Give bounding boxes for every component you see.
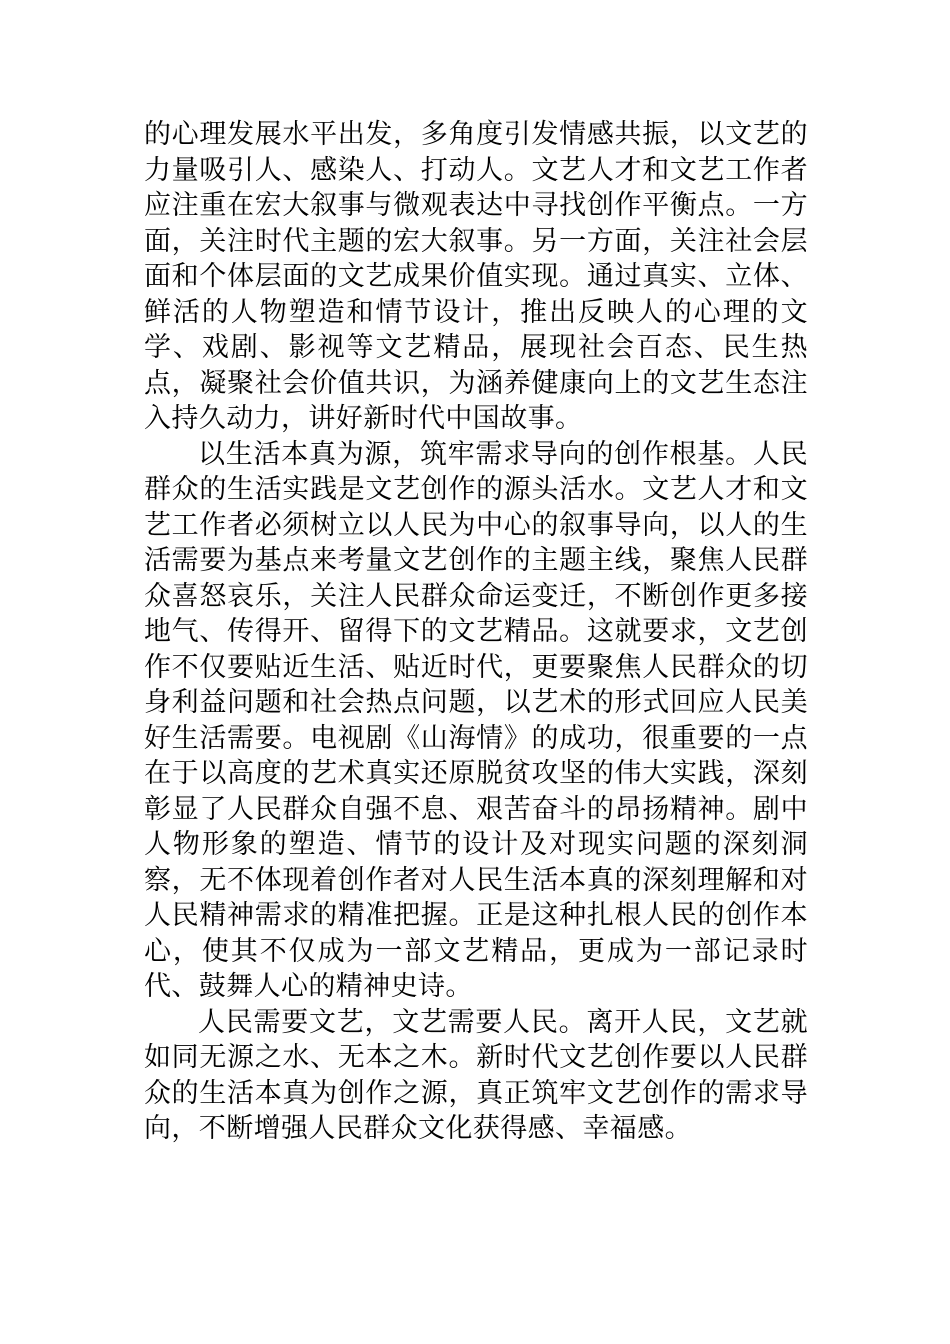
paragraph-conclusion: 人民需要文艺，文艺需要人民。离开人民，文艺就如同无源之水、无本之木。新时代文艺创作要以人民群众的生活本真为创作之源，真正筑牢文艺创作的需求导向，不断增强人民群众文化获得感、幸福感。	[144, 1006, 808, 1144]
paragraph-continued: 的心理发展水平出发，多角度引发情感共振，以文艺的力量吸引人、感染人、打动人。文艺人才和文艺工作者应注重在宏大叙事与微观表达中寻找创作平衡点。一方面，关注时代主题的宏大叙事。另一方面，关注社会层面和个体层面的文艺成果价值实现。通过真实、立体、鲜活的人物塑造和情节设计，推出反映人的心理的文学、戏剧、影视等文艺精品，展现社会百态、民生热点，凝聚社会价值共识，为涵养健康向上的文艺生态注入持久动力，讲好新时代中国故事。	[144, 119, 808, 434]
paragraph-life-source: 以生活本真为源，筑牢需求导向的创作根基。人民群众的生活实践是文艺创作的源头活水。文艺人才和文艺工作者必须树立以人民为中心的叙事导向，以人的生活需要为基点来考量文艺创作的主题主线，聚焦人民群众喜怒哀乐，关注人民群众命运变迁，不断创作更多接地气、传得开、留得下的文艺精品。这就要求，文艺创作不仅要贴近生活、贴近时代，更要聚焦人民群众的切身利益问题和社会热点问题，以艺术的形式回应人民美好生活需要。电视剧《山海情》的成功，很重要的一点在于以高度的艺术真实还原脱贫攻坚的伟大实践，深刻彰显了人民群众自强不息、艰苦奋斗的昂扬精神。剧中人物形象的塑造、情节的设计及对现实问题的深刻洞察，无不体现着创作者对人民生活本真的深刻理解和对人民精神需求的精准把握。正是这种扎根人民的创作本心，使其不仅成为一部文艺精品，更成为一部记录时代、鼓舞人心的精神史诗。	[144, 438, 808, 1002]
document-body	[144, 117, 808, 1147]
